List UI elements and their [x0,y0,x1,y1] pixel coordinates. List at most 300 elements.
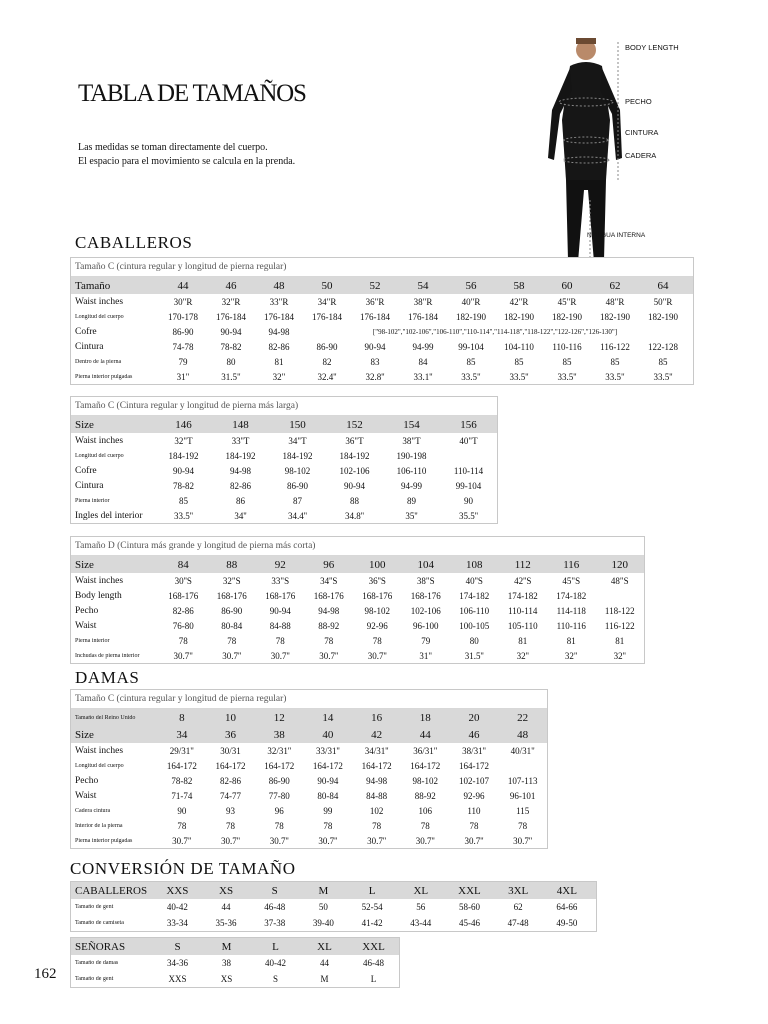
table-row [71,493,497,508]
table-cell: 48 [517,728,529,741]
table-cell: 94-99 [412,341,434,352]
table-cell: 184-192 [225,450,256,461]
table-row [71,758,547,773]
table-cell: 34-36 [167,958,188,968]
table-cell: 78 [275,635,285,646]
label-cintura: CINTURA [625,128,659,137]
table-cell: 80-84 [221,620,243,631]
table-cell: 32" [564,650,578,661]
table-cell: XXS [168,974,187,984]
row-label: Tamaño de gent [75,976,114,982]
table-cell: 36''S [368,575,386,586]
table-cell: 164-172 [312,760,343,771]
table-cell: 108 [466,558,483,571]
table-cell: 122-128 [648,341,678,352]
table-cell: 30.7'' [269,835,289,846]
table-cell: 30.7" [172,835,192,846]
table-cell: 34"T [288,435,307,446]
row-label: Waist [75,620,97,631]
table-cell: 36 [225,728,237,741]
table-cell: 32"R [221,296,241,307]
table-cell: 71-74 [171,790,193,801]
table-cell: M [320,974,329,984]
table-row [71,773,547,788]
table-cell: 88 [350,495,359,506]
table-cell: 36"R [365,296,385,307]
table-cell: 168-176 [362,590,393,601]
table-cell: 30.7'' [318,835,338,846]
table-cell: 82-86 [230,480,251,491]
table-cell: 114-118 [556,605,586,616]
table-cell: 85 [466,356,476,367]
table-cell: 31" [176,371,190,382]
table-cell: 50"R [653,296,673,307]
row-label: Waist inches [75,296,124,307]
row-label: Pierna interior pulgadas [75,837,133,844]
label-inseam: N ALGUA INTERNA [587,232,646,239]
table-cell: 44 [419,728,431,741]
label-cadera: CADERA [625,151,657,160]
table-cell: 42''S [514,575,532,586]
table-cell: 48"R [605,296,625,307]
table-cell: 90 [177,805,187,816]
table-cell: 168-176 [216,590,247,601]
table-cell: 34"R [317,296,337,307]
row-label: Interior de la pierna [75,822,123,829]
table-cell: 105-110 [507,620,538,631]
row-label: Longitud del cuerpo [75,313,124,320]
table-cell: 32"S [222,575,241,586]
table-cell: 33"R [269,296,289,307]
table-cell: 32'' [613,650,626,661]
table-cell: XXL [458,884,481,897]
table-cell: 35'' [405,510,418,521]
table-cell: 78 [469,820,479,831]
table-cell: XS [219,884,234,897]
table-cell: XS [220,974,233,984]
table-cell: 30.7'' [367,835,387,846]
table-cell: 90-94 [173,465,194,476]
table-cell: 38"R [413,296,433,307]
table-cell: 10 [225,711,237,724]
table-cell: 86 [236,495,245,506]
table-cell: 74-77 [220,790,242,801]
table-cell: 78 [324,635,334,646]
table-cell: 33.5'' [653,371,673,382]
table-cell: 18 [419,711,431,724]
table-cell: L [272,940,279,953]
table-cell: 85 [610,356,620,367]
table-cell: 146 [175,418,192,431]
table-cell: 40"T [459,435,478,446]
table-cell: 86-90 [221,605,243,616]
row-label: Tamaño [75,279,111,292]
table-cell: 82-86 [220,775,242,786]
table-cell: 32.4'' [317,371,337,382]
table-cell: S [174,940,181,953]
table-cell: 78 [372,635,382,646]
table-cell: 90-94 [317,775,339,786]
table-cell: 48 [273,279,285,292]
row-label: Size [75,728,94,741]
men-heading: CABALLEROS [75,233,193,252]
row-label: Cintura [75,341,104,352]
table-cell: 42 [371,728,383,741]
table-cell: 30.7'' [222,650,242,661]
intro-text [78,141,295,169]
row-label: Pecho [75,775,99,786]
table-row [71,818,547,833]
table-cell: 30''S [174,575,192,586]
table-cell: 50 [321,279,333,292]
row-label: Pierna interior [75,497,110,504]
row-label: Pierna interior pulgadas [75,373,133,380]
row-label: Tamaño de camiseta [75,920,124,926]
table-cell: 31" [419,650,433,661]
table-header-row [71,709,547,726]
table-cell: 90 [464,495,473,506]
table-row [71,971,399,987]
table-cell: 41-42 [361,918,383,928]
table-cell: 56 [465,279,477,292]
table-cell: 82 [322,356,332,367]
table-cell: 30.7'' [221,835,241,846]
table-cell: 164-172 [458,760,489,771]
table-cell: 98-102 [284,465,311,476]
table-cell: 34/31'' [364,745,389,756]
table-cell: 44 [221,902,231,912]
table-cell: 88-92 [414,790,436,801]
table-cell: 164-172 [361,760,392,771]
table-cell: 118-122 [604,605,635,616]
table-cell: 84-88 [366,790,388,801]
table-cell: 100 [369,558,386,571]
table-cell: 78 [227,635,237,646]
table-cell: 46 [225,279,237,292]
table-row [71,618,644,633]
table-cell: 102 [369,805,384,816]
table-cell: 39-40 [312,918,334,928]
table-cell: 16 [371,711,383,724]
table-cell: 106 [418,805,433,816]
table-cell: 110-114 [453,465,484,476]
table-header-row [71,938,399,955]
label-pecho: PECHO [625,97,652,106]
table-cell: 164-172 [264,760,295,771]
table-caption: Tamaño C (Cintura regular y longitud de pierna más larga) [71,397,497,416]
women-table [70,689,548,849]
table-cell: 184-192 [168,450,199,461]
table-cell: 52 [369,279,381,292]
table-cell: 14 [322,711,334,724]
table-cell: 90-94 [364,341,386,352]
table-cell: 84 [418,356,428,367]
table-cell: 52-54 [361,902,383,912]
table-cell: 84-88 [269,620,291,631]
table-cell: 77-80 [268,790,290,801]
table-cell: M [221,940,232,953]
table-cell: 81 [518,635,528,646]
table-cell: 64 [657,279,669,292]
table-cell: 81 [274,356,284,367]
table-cell: 76-80 [172,620,194,631]
table-cell: 78-82 [173,480,194,491]
conversion-women-table [70,937,400,988]
table-cell: 30.7'' [513,835,533,846]
table-cell: 81 [566,635,576,646]
table-cell: 33.5'' [509,371,529,382]
table-cell: 37-38 [264,918,286,928]
row-label: Tamaño del Reino Unido [75,714,136,721]
table-cell: 78 [226,820,236,831]
table-cell: 31.5'' [464,650,484,661]
table-cell: 152 [346,418,363,431]
table-row [71,573,644,588]
row-label: Waist [75,790,97,801]
table-cell: 85 [179,495,188,506]
table-cell: 154 [403,418,420,431]
table-cell: 104-110 [504,341,534,352]
table-cell: 89 [407,495,416,506]
table-row [71,743,547,758]
table-cell: 46-48 [264,902,286,912]
table-row [71,633,644,648]
table-cell: 40-42 [265,958,286,968]
table-cell: 156 [460,418,477,431]
table-cell: 31.5" [221,371,241,382]
table-cell: 90-94 [269,605,291,616]
table-cell: 62 [513,902,523,912]
table-header-row [71,416,497,433]
table-cell: 43-44 [410,918,432,928]
table-row [71,899,596,915]
table-cell: 78 [177,820,187,831]
table-row [71,369,693,384]
table-cell: 115 [516,805,530,816]
table-cell: 62 [609,279,621,292]
table-cell: 40 [322,728,334,741]
table-cell: 30.7'' [319,650,339,661]
table-cell: 45"S [562,575,581,586]
table-cell: 78 [518,820,528,831]
table-cell: 4XL [556,884,577,897]
table-cell: 93 [226,805,236,816]
table-cell: 94-99 [401,480,422,491]
table-cell: 90-94 [344,480,365,491]
table-cell: 82-86 [268,341,290,352]
table-caption: Tamaño D (Cintura más grande y longitud de pierna más corta) [71,537,644,556]
table-cell: 34''S [320,575,338,586]
row-label: Body length [75,590,122,601]
conversion-heading: CONVERSIÓN DE TAMAÑO [70,859,296,878]
table-cell: 94-98 [366,775,388,786]
table-cell: 168-176 [265,590,296,601]
table-cell: 64-66 [556,902,578,912]
table-cell: L [370,974,377,984]
table-row [71,588,644,603]
table-row [71,833,547,848]
table-cell: 20 [468,711,480,724]
row-label: Cofre [75,326,97,337]
table-cell: 33.1'' [413,371,433,382]
row-label: Tamaño de gent [75,904,114,910]
table-cell: 58 [513,279,525,292]
row-label: Cadera cintura [75,807,111,814]
table-cell: 50 [318,902,328,912]
table-cell: 94-98 [230,465,251,476]
table-cell: 80-84 [317,790,339,801]
table-cell: 74-78 [172,341,194,352]
table-cell: 92 [274,558,286,571]
table-cell: 32'' [516,650,529,661]
table-cell: 85 [658,356,668,367]
table-cell: 82-86 [172,605,194,616]
table-cell: M [318,884,329,897]
row-label: CABALLEROS [75,884,148,897]
table-cell: 116-122 [600,341,630,352]
table-cell: 148 [232,418,249,431]
table-cell: 33.5" [461,371,481,382]
table-cell: 35-36 [215,918,237,928]
table-cell: 83 [370,356,380,367]
table-row [71,915,596,931]
table-cell: 168-176 [168,590,199,601]
row-label: Size [75,558,94,571]
table-cell: 182-190 [600,311,630,322]
table-cell: 182-190 [552,311,582,322]
table-cell: 56 [416,902,426,912]
table-cell: 33-34 [166,918,188,928]
table-cell: 40"R [461,296,481,307]
women-heading: DAMAS [75,668,140,687]
table-cell: 32/31'' [267,745,292,756]
table-cell: 54 [417,279,429,292]
table-cell: 98-102 [364,605,390,616]
table-row [71,463,497,478]
table-cell: 88 [226,558,238,571]
table-row [71,309,693,324]
men-table-long [70,396,498,524]
table-cell: 104 [417,558,434,571]
table-cell: 30.7'' [367,650,387,661]
table-cell: 120 [611,558,628,571]
table-cell: 96 [323,558,335,571]
table-cell: 176-184 [264,311,294,322]
table-cell: 94-98 [268,326,290,337]
table-cell: 174-182 [507,590,538,601]
table-cell: 98-102 [412,775,439,786]
table-cell: 110-116 [556,620,586,631]
table-cell: 102-107 [458,775,489,786]
table-cell: 38"T [402,435,421,446]
table-cell: 110 [467,805,481,816]
table-cell: 46 [468,728,480,741]
table-cell: 80 [226,356,236,367]
table-cell: 168-176 [410,590,441,601]
table-row [71,788,547,803]
row-label: Waist inches [75,435,124,446]
table-cell: 42"R [509,296,529,307]
table-cell: 34.4'' [288,510,307,521]
table-cell: 78 [274,820,284,831]
table-cell: 176-184 [216,311,246,322]
table-cell: S [272,974,278,984]
table-row [71,324,693,339]
row-label: SEÑORAS [75,940,126,953]
table-cell: 81 [615,635,625,646]
table-cell: 107-113 [507,775,538,786]
table-cell: 86-90 [172,326,194,337]
table-cell: 112 [514,558,531,571]
row-label: Size [75,418,94,431]
table-cell: 30/31 [220,745,241,756]
table-caption: Tamaño C (cintura regular y longitud de pierna regular) [71,258,693,277]
table-cell: 85 [562,356,572,367]
table-cell: 176-184 [408,311,438,322]
table-cell: 45"R [557,296,577,307]
table-cell: 99-104 [458,341,484,352]
table-row [71,603,644,618]
row-label: Cofre [75,465,97,476]
table-cell: 38"S [416,575,435,586]
table-cell: ["98-102","102-106","106-110","110-114","114-118","118-122","122-126","126-130"] [372,327,618,336]
table-cell: 174-182 [556,590,587,601]
table-cell: 33''T [231,435,250,446]
table-cell: 45-46 [458,918,480,928]
table-cell: 100-105 [459,620,490,631]
table-row [71,648,644,663]
men-table-regular [70,257,694,385]
table-cell: 174-182 [459,590,490,601]
table-cell: 168-176 [313,590,344,601]
table-cell: 184-192 [339,450,370,461]
table-row [71,508,497,523]
table-cell: 36/31" [413,745,438,756]
table-cell: 88-92 [318,620,340,631]
table-cell: 78-82 [171,775,193,786]
table-cell: 34 [176,728,188,741]
table-cell: 116-122 [604,620,635,631]
table-cell: 40/31" [510,745,535,756]
table-cell: 85 [514,356,524,367]
row-label: Longitud del cuerpo [75,452,124,459]
table-cell: 90-94 [220,326,242,337]
table-cell: 32" [272,371,286,382]
table-cell: 30.7" [173,650,193,661]
table-cell: 40-42 [166,902,188,912]
table-caption: Tamaño C (cintura regular y longitud de pierna regular) [71,690,547,709]
table-cell: 164-172 [410,760,441,771]
row-label: Waist inches [75,575,124,586]
table-cell: 184-192 [282,450,313,461]
table-cell: 96-101 [509,790,536,801]
table-cell: 30"R [173,296,193,307]
row-label: Tamaño de damas [75,960,119,966]
table-cell: 96 [274,805,284,816]
table-cell: S [271,884,278,897]
table-cell: 44 [320,958,329,968]
table-cell: 38/31'' [462,745,486,756]
table-cell: 49-50 [556,918,578,928]
table-cell: XL [317,940,332,953]
table-cell: 176-184 [360,311,390,322]
intro-line-1: Las medidas se toman directamente del cuerpo. [78,142,268,153]
table-cell: 110-116 [552,341,582,352]
table-cell: 35.5'' [459,510,478,521]
intro-line-2: El espacio para el movimiento se calcula en la prenda. [78,156,296,167]
table-cell: 34'' [234,510,247,521]
table-cell: 110-114 [508,605,538,616]
